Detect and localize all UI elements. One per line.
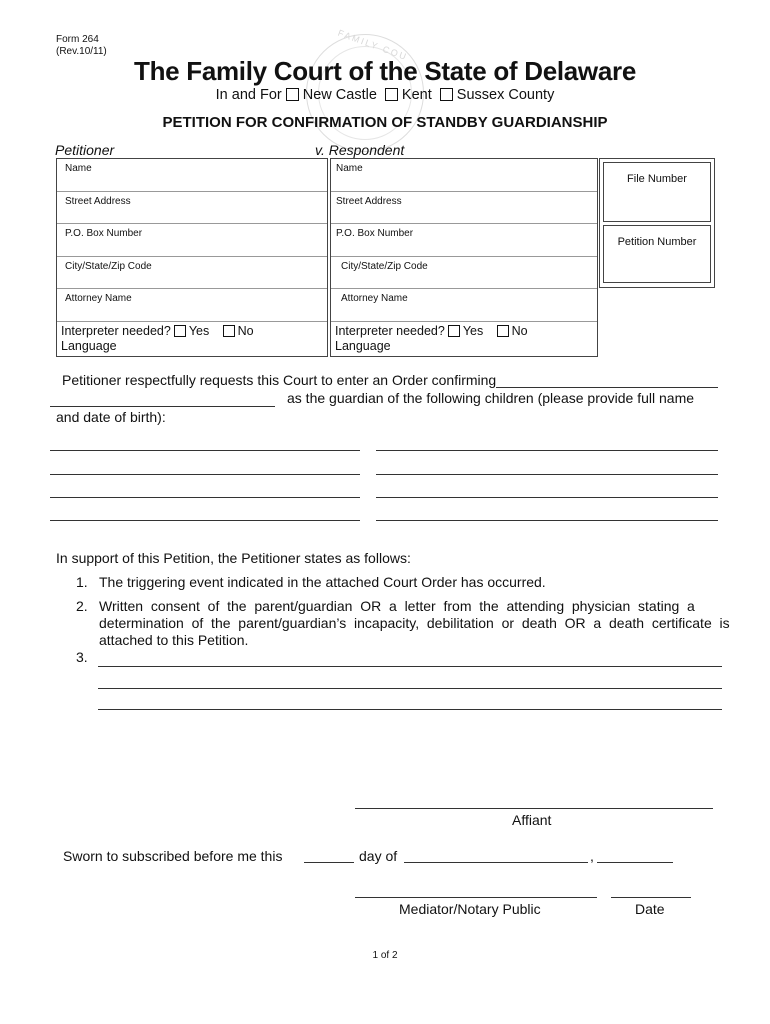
- item-2-line-1: Written consent of the parent/guardian OR a letter from the attending physician stating a: [99, 598, 695, 614]
- page-number: 1 of 2: [372, 950, 398, 961]
- new-castle-checkbox[interactable]: [286, 88, 299, 101]
- item-3-line[interactable]: [98, 666, 722, 667]
- petition-number-label: Petition Number: [617, 236, 697, 248]
- respondent-interpreter-row: [331, 322, 597, 356]
- child-line[interactable]: [376, 474, 718, 475]
- respondent-label: v. Respondent: [315, 142, 405, 158]
- date-line[interactable]: [611, 897, 691, 898]
- respondent-info-table: [330, 158, 598, 357]
- petitioner-city-field[interactable]: [57, 257, 327, 290]
- respondent-pobox-field[interactable]: [331, 224, 597, 257]
- affiant-signature-line[interactable]: [355, 808, 713, 809]
- court-title: The Family Court of the State of Delaware: [133, 56, 636, 86]
- petitioner-interpreter-yes-checkbox[interactable]: [174, 325, 186, 337]
- request-line-1: Petitioner respectfully requests this Court to enter an Order confirming: [62, 372, 497, 388]
- item-1-number: 1.: [76, 574, 88, 590]
- guardian-name-line[interactable]: [496, 387, 718, 388]
- petitioner-street-field[interactable]: [57, 192, 327, 225]
- field-label: Name: [336, 163, 363, 174]
- item-2-number: 2.: [76, 598, 88, 614]
- child-line[interactable]: [50, 450, 360, 451]
- child-line[interactable]: [376, 497, 718, 498]
- child-line[interactable]: [376, 520, 718, 521]
- sworn-month-line[interactable]: [404, 862, 588, 863]
- sworn-day-line[interactable]: [304, 862, 354, 863]
- sussex-checkbox[interactable]: [440, 88, 453, 101]
- child-line[interactable]: [376, 450, 718, 451]
- field-label: P.O. Box Number: [336, 228, 414, 239]
- child-line[interactable]: [50, 520, 360, 521]
- petition-number-field[interactable]: [603, 225, 711, 283]
- sussex-label: Sussex County: [456, 87, 555, 103]
- no-label: No: [511, 323, 528, 338]
- petitioner-label: Petitioner: [55, 142, 115, 158]
- file-number-field[interactable]: [603, 162, 711, 222]
- item-2-line-2: determination of the parent/guardian’s incapacity, debilitation or death OR a death certificate is: [99, 615, 730, 631]
- field-label: Attorney Name: [65, 293, 132, 304]
- child-line[interactable]: [50, 497, 360, 498]
- request-line-2: as the guardian of the following children (please provide full name: [287, 390, 695, 406]
- in-and-for-label: In and For: [215, 87, 282, 103]
- language-label: Language: [335, 338, 391, 353]
- respondent-name-field[interactable]: [331, 159, 597, 192]
- field-label: Street Address: [65, 195, 131, 207]
- petitioner-info-table: [56, 158, 328, 357]
- field-label: P.O. Box Number: [65, 228, 143, 239]
- form-number: Form 264: [56, 34, 99, 45]
- child-line[interactable]: [50, 474, 360, 475]
- yes-label: Yes: [462, 323, 484, 338]
- item-3-line[interactable]: [98, 688, 722, 689]
- field-label: Name: [65, 163, 92, 174]
- petitioner-interpreter-row: [57, 322, 327, 356]
- item-3-number: 3.: [76, 649, 88, 665]
- date-label: Date: [635, 901, 665, 917]
- respondent-attorney-field[interactable]: [331, 289, 597, 322]
- respondent-street-field[interactable]: [331, 192, 597, 225]
- sworn-label: Sworn to subscribed before me this: [63, 848, 283, 864]
- county-selector: [0, 87, 770, 103]
- guardian-name-line-cont[interactable]: [50, 406, 275, 407]
- new-castle-label: New Castle: [302, 87, 377, 103]
- field-label: Street Address: [336, 195, 402, 207]
- kent-checkbox[interactable]: [385, 88, 398, 101]
- comma: ,: [590, 848, 594, 864]
- respondent-interpreter-no-checkbox[interactable]: [497, 325, 509, 337]
- respondent-city-field[interactable]: [331, 257, 597, 290]
- court-seal-text: FAMILY COU: [336, 27, 410, 63]
- respondent-interpreter-yes-checkbox[interactable]: [448, 325, 460, 337]
- file-number-label: File Number: [627, 173, 687, 185]
- form-id: [56, 34, 107, 58]
- kent-label: Kent: [401, 87, 432, 103]
- file-number-box: [599, 158, 715, 288]
- notary-signature-line[interactable]: [355, 897, 597, 898]
- petitioner-interpreter-no-checkbox[interactable]: [223, 325, 235, 337]
- notary-label: Mediator/Notary Public: [399, 901, 541, 917]
- form-revision: (Rev.10/11): [56, 46, 107, 57]
- interpreter-label: Interpreter needed?: [335, 323, 445, 338]
- petitioner-attorney-field[interactable]: [57, 289, 327, 322]
- affiant-label: Affiant: [512, 812, 552, 828]
- no-label: No: [237, 323, 254, 338]
- item-1-text: The triggering event indicated in the attached Court Order has occurred.: [99, 574, 546, 590]
- language-label: Language: [61, 338, 117, 353]
- day-of-label: day of: [359, 848, 398, 864]
- item-2-line-3: attached to this Petition.: [99, 632, 249, 648]
- field-label: Attorney Name: [341, 293, 408, 304]
- request-line-3: and date of birth):: [56, 409, 166, 425]
- petitioner-pobox-field[interactable]: [57, 224, 327, 257]
- petition-title: PETITION FOR CONFIRMATION OF STANDBY GUARDIANSHIP: [162, 114, 608, 131]
- petitioner-name-field[interactable]: [57, 159, 327, 192]
- interpreter-label: Interpreter needed?: [61, 323, 171, 338]
- item-3-line[interactable]: [98, 709, 722, 710]
- yes-label: Yes: [188, 323, 210, 338]
- field-label: City/State/Zip Code: [341, 260, 428, 272]
- support-intro: In support of this Petition, the Petitioner states as follows:: [56, 550, 411, 566]
- field-label: City/State/Zip Code: [65, 260, 152, 272]
- sworn-year-line[interactable]: [597, 862, 673, 863]
